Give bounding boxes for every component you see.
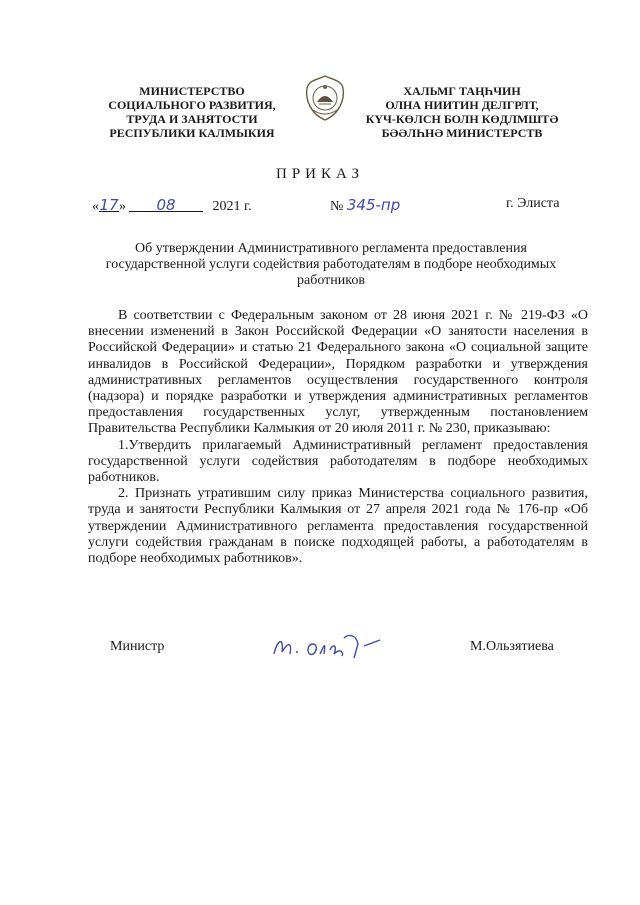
- order-body: [88, 308, 588, 567]
- document-type: ПРИКАЗ: [276, 166, 364, 182]
- city: г. Элиста: [506, 196, 560, 211]
- signatory-position: Министр: [110, 639, 165, 654]
- paragraph-preamble: В соответствии с Федеральным законом от 28 июня 2021 г. № 219-ФЗ «О внесении изменений в Закон Российской Федерации «О занятости населения в Российской Федерации» и статью 21 Федерального закона «О социальной защите инвалидов в Российской Федерации», Порядком разработки и утверждения административных регламентов осуществления государственного контроля (надзора) и порядке разработки и утверждения административных регламентов предоставления государственных услуг, утвержденным постановлением Правительства Республики Калмыкия от 20 июля 2011 г. № 230, приказываю:: [88, 308, 588, 437]
- number-prefix: №: [330, 199, 344, 214]
- header-xal-line: КҮЧ-КӨЛСН БОЛН КӨДЛМШТӘ: [365, 112, 559, 126]
- header-ru-line: СОЦИАЛЬНОГО РАЗВИТИЯ,: [108, 98, 276, 112]
- header-ru-line: ТРУДА И ЗАНЯТОСТИ: [126, 112, 258, 126]
- date-open-quote: «: [92, 199, 99, 214]
- order-title: Об утверждении Административного регламента предоставления государственной услуги содействия работодателям в подборе необходимых работников: [105, 241, 557, 288]
- header-xal-line: ОЛНА НИИТИН ДЕЛГРЛТ,: [385, 98, 539, 112]
- header-ru-line: МИНИСТЕРСТВО: [139, 84, 245, 98]
- date-year: 2021 г.: [212, 199, 252, 214]
- ministry-header-xal: [362, 84, 562, 140]
- header-ru-line: РЕСПУБЛИКИ КАЛМЫКИЯ: [109, 126, 275, 140]
- header-xal-line: ХАЛЬМГ ТАҢҺЧИН: [403, 84, 521, 98]
- date-close-quote: »: [119, 199, 126, 214]
- order-date: [92, 196, 252, 215]
- date-day: 17: [99, 196, 119, 214]
- paragraph-item-1: 1.Утвердить прилагаемый Административный регламент предоставления государственной услуги содействия работодателям в подборе необходимых работников.: [88, 437, 588, 486]
- ministry-header-ru: [92, 84, 292, 140]
- paragraph-item-2: 2. Признать утратившим силу приказ Министерства социального развития, труда и занятости Республики Калмыкия от 27 апреля 2021 года № 176-пр «Об утверждении Административного регламента предоставления государственной услуги содействия гражданам в поиске подходящей работы, а работодателям в подборе необходимых работников».: [88, 486, 588, 567]
- order-number: [330, 196, 400, 215]
- number-value: 345-пр: [346, 196, 401, 214]
- republic-of-kalmykia-emblem-icon: [303, 74, 347, 122]
- date-month: 08: [156, 196, 176, 214]
- signatory-name: М.Ользятиева: [470, 639, 554, 654]
- handwritten-signature: [268, 628, 388, 664]
- header-xal-line: БӘӘЛҺНӘ МИНИСТЕРСТВ: [381, 126, 543, 140]
